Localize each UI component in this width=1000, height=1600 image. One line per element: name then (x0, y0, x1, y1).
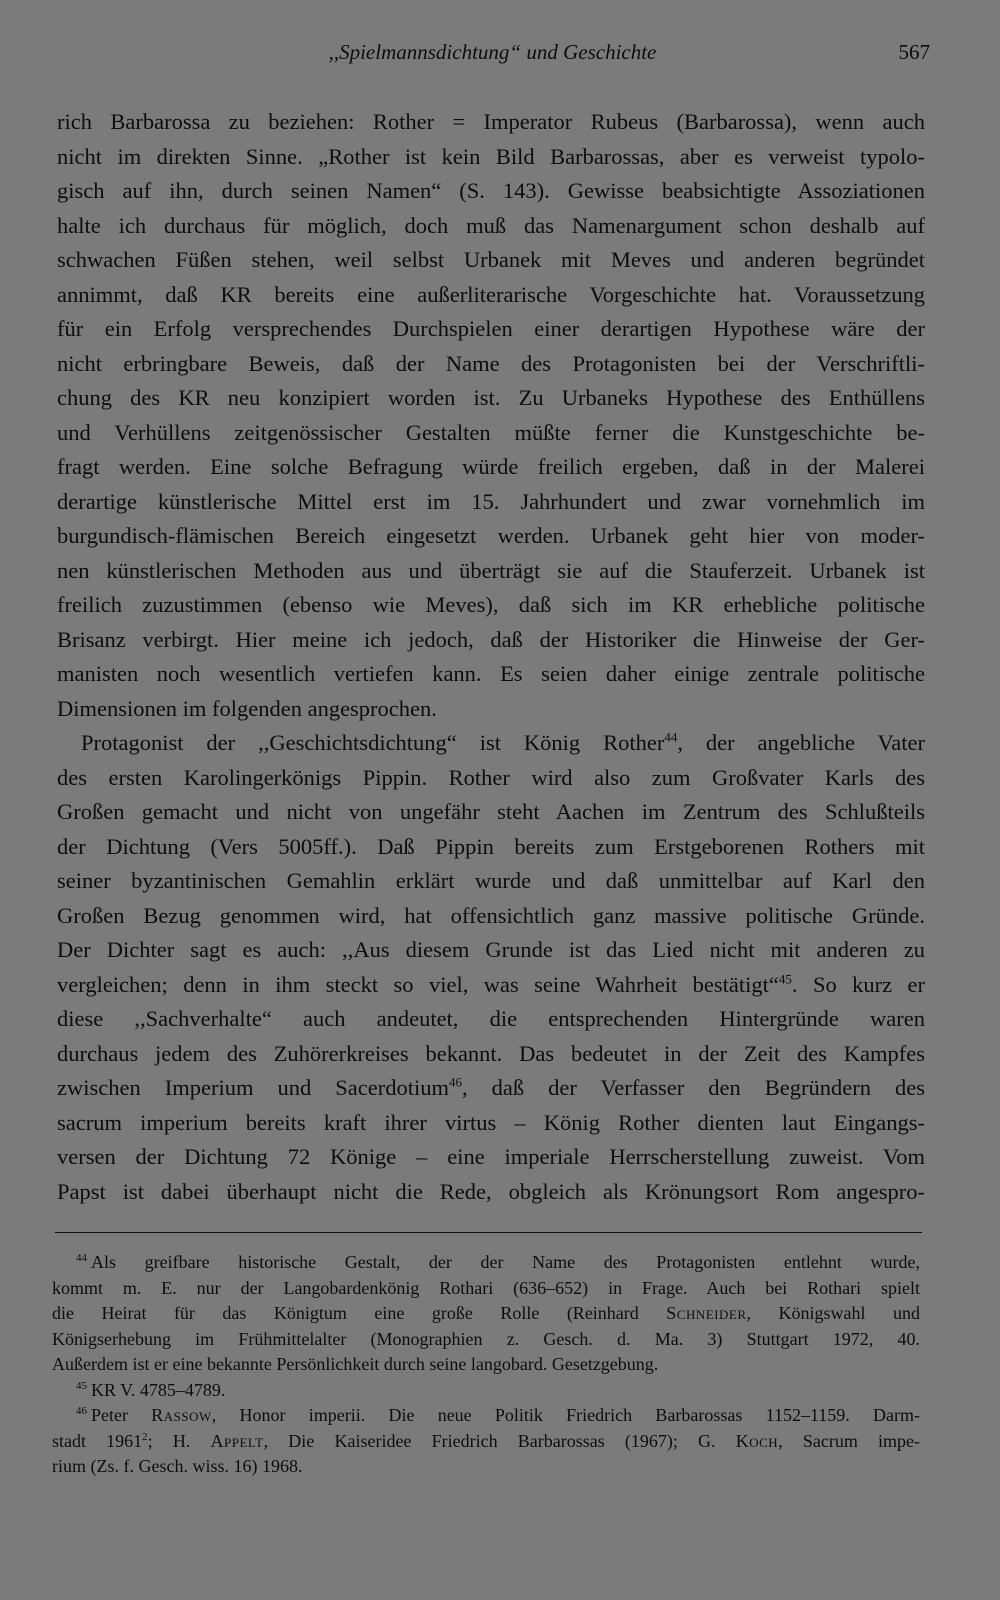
footnote-45-line (52, 1378, 920, 1404)
text-segment: , Sacrum impe- (778, 1430, 920, 1451)
author-name: Rassow (151, 1405, 212, 1425)
text-line: nicht erbringbare Beweis, daß der Name des Protagonisten bei der Verschriftli- (57, 350, 925, 376)
page-header (55, 40, 930, 76)
text-segment: , Die Kaiseridee Friedrich Barbarossas (1967); G. (263, 1430, 736, 1451)
text-line: des ersten Karolingerkönigs Pippin. Rother wird also zum Großvater Karls des (57, 764, 925, 790)
text-line: der Dichtung (Vers 5005ff.). Daß Pippin bereits zum Erstgeborenen Rothers mit (57, 833, 925, 859)
text-line: halte ich durchaus für möglich, doch muß das Namenargument schon deshalb auf (57, 212, 925, 238)
text-line: seiner byzantinischen Gemahlin erklärt wurde und daß unmittelbar auf Karl den (57, 868, 925, 893)
footnote-marker: 45 (76, 1379, 87, 1392)
text-segment: , der angebliche Vater (677, 730, 925, 755)
footnote-divider (55, 1232, 922, 1233)
text-segment: Peter (91, 1405, 152, 1425)
text-segment: . So kurz er (791, 971, 925, 997)
text-line: derartige künstlerische Mittel erst im 15. Jahrhundert und zwar vornehmlich im (57, 488, 925, 514)
footnote-46-line (52, 1429, 920, 1455)
text-line: nicht im direkten Sinne. „Rother ist kein Bild Barbarossas, aber es verweist typolo- (57, 143, 925, 169)
text-segment: die Heirat für das Königtum eine große Rolle (Reinhard (52, 1303, 667, 1323)
author-name: Koch (735, 1430, 779, 1451)
text-line: gisch auf ihn, durch seinen Namen“ (S. 143). Gewisse beabsichtigte Assoziationen (57, 178, 925, 203)
text-segment: , daß der Verfasser den Begründern des (462, 1075, 925, 1100)
text-line: annimmt, daß KR bereits eine außerliterarische Vorgeschichte hat. Voraussetzung (57, 281, 925, 307)
text-line: und Verhüllens zeitgenössischer Gestalten müßte ferner die Kunstgeschichte be- (57, 419, 925, 445)
text-line: schwachen Füßen stehen, weil selbst Urbanek mit Meves und anderen begründet (57, 247, 925, 272)
footnote-ref: 44 (664, 729, 678, 745)
footnote-marker: 44 (76, 1252, 87, 1264)
author-name: Appelt (210, 1430, 264, 1451)
text-line (57, 726, 925, 761)
text-line: Brisanz verbirgt. Hier meine ich jedoch, daß der Historiker die Hinweise der Ger- (57, 626, 925, 652)
text-line: Papst ist dabei überhaupt nicht die Rede, obgleich als Krönungsort Rom angespro- (57, 1178, 925, 1204)
text-line (57, 1071, 925, 1106)
text-line: burgundisch-flämischen Bereich eingesetzt werden. Urbanek geht hier von moder- (57, 523, 925, 548)
text-line: manisten noch wesentlich vertiefen kann. Es seien daher einige zentrale politische (57, 661, 925, 686)
footnote-44-line: Königserhebung im Frühmittelalter (Monographien z. Gesch. d. Ma. 3) Stuttgart 1972, 40. (52, 1328, 920, 1349)
text-line: Großen gemacht und nicht von ungefähr steht Aachen im Zentrum des Schlußteils (57, 799, 925, 824)
text-line: diese ,,Sachverhalte“ auch andeutet, die entsprechenden Hintergründe waren (57, 1006, 925, 1031)
text-line: Der Dichter sagt es auch: ,,Aus diesem Grunde ist das Lied nicht mit anderen zu (57, 937, 925, 962)
footnote-46-line (52, 1403, 920, 1429)
footnotes (52, 1250, 920, 1480)
text-line: chung des KR neu konzipiert worden ist. Zu Urbaneks Hypothese des Enthüllens (57, 385, 925, 410)
text-line: Dimensionen im folgenden angesprochen. (57, 695, 437, 721)
footnote-44-line (52, 1250, 920, 1276)
running-head: ,,Spielmannsdichtung“ und Geschichte (328, 40, 657, 64)
footnote-46-line: rium (Zs. f. Gesch. wiss. 16) 1968. (52, 1456, 303, 1476)
text-segment: vergleichen; denn in ihm steckt so viel, was seine Wahrheit bestätigt“ (57, 971, 779, 997)
footnote-ref: 46 (449, 1074, 462, 1090)
text-line: sacrum imperium bereits kraft ihrer virtus – König Rother dienten laut Eingangs- (57, 1109, 925, 1135)
text-line: rich Barbarossa zu beziehen: Rother = Imperator Rubeus (Barbarossa), wenn auch (57, 109, 925, 134)
main-text (57, 105, 925, 1209)
text-line: versen der Dichtung 72 Könige – eine imperiale Herrscherstellung zuweist. Vom (57, 1144, 925, 1169)
text-line (57, 968, 925, 1003)
text-line: Großen Bezug genommen wird, hat offensichtlich ganz massive politische Gründe. (57, 902, 925, 928)
footnote-44-line: Außerdem ist er eine bekannte Persönlichkeit durch seine langobard. Gesetzgebung. (52, 1354, 659, 1374)
author-name: Schneider (666, 1303, 747, 1323)
footnote-44-line (52, 1301, 920, 1327)
text-segment: , Königswahl und (746, 1303, 920, 1323)
footnote-ref: 45 (778, 971, 792, 986)
text-line: fragt werden. Eine solche Befragung würde freilich ergeben, daß in der Malerei (57, 454, 925, 479)
text-segment: ; H. (147, 1430, 211, 1451)
text-line: nen künstlerischen Methoden aus und überträgt sie auf die Stauferzeit. Urbanek ist (57, 557, 925, 583)
text-segment: KR V. 4785–4789. (91, 1379, 226, 1400)
page-number: 567 (898, 40, 930, 64)
text-segment: Als greifbare historische Gestalt, der der Name des Protagonisten entlehnt wurde, (91, 1252, 920, 1272)
text-segment: Protagonist der ,,Geschichtsdichtung“ ist König Rother (81, 730, 665, 755)
text-segment: stadt 1961 (52, 1430, 143, 1451)
footnote-marker: 46 (76, 1405, 87, 1417)
text-segment: zwischen Imperium und Sacerdotium (57, 1075, 449, 1100)
text-line: freilich zuzustimmen (ebenso wie Meves), daß sich im KR erhebliche politische (57, 592, 925, 617)
footnote-44-line: kommt m. E. nur der Langobardenkönig Rothari (636–652) in Frage. Auch bei Rothari spielt (52, 1277, 920, 1298)
text-line: für ein Erfolg versprechendes Durchspielen einer derartigen Hypothese wäre der (57, 316, 925, 341)
text-segment: , Honor imperii. Die neue Politik Friedrich Barbarossas 1152–1159. Darm- (211, 1405, 920, 1425)
text-line: durchaus jedem des Zuhörerkreises bekannt. Das bedeutet in der Zeit des Kampfes (57, 1040, 925, 1066)
edition-superscript: 2 (142, 1430, 148, 1443)
